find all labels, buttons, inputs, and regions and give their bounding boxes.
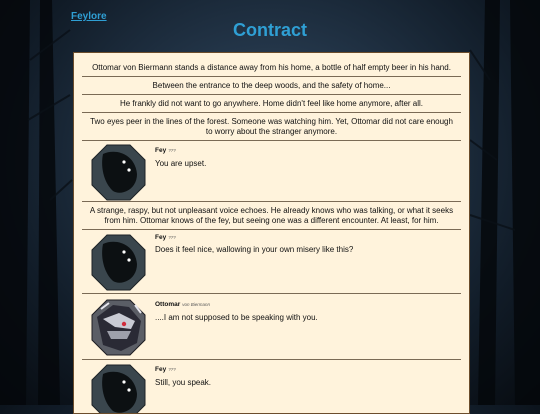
fey-avatar [91, 234, 146, 291]
speaker-name: Fey ??? [155, 366, 176, 373]
dialogue-text: ....I am not supposed to be speaking with you. [155, 313, 318, 322]
narration-text: A strange, raspy, but not unpleasant voice echoes. He already knows who was talking, or what it seeks from him. Ottomar knows of the fey, but seeing one was a different encounter. At least, for him. [82, 202, 461, 230]
site-home-link[interactable]: Feylore [71, 11, 107, 22]
speaker-subtitle: ??? [168, 367, 176, 372]
narration-text: Between the entrance to the deep woods, and the safety of home... [82, 77, 461, 95]
story-panel [73, 52, 470, 414]
speaker-name: Fey ??? [155, 147, 176, 154]
page-title: Contract [232, 20, 307, 40]
speaker-subtitle: ??? [168, 235, 176, 240]
narration-text: Ottomar von Biermann stands a distance away from his home, a bottle of half empty beer in his hand. [82, 53, 461, 77]
dialogue-entry [82, 141, 461, 202]
fey-avatar [91, 144, 146, 201]
speaker-subtitle: ??? [168, 148, 176, 153]
narration-text: He frankly did not want to go anywhere. Home didn't feel like home anymore, after all. [82, 95, 461, 113]
dialogue-text: You are upset. [155, 159, 207, 168]
dialogue-entry [82, 294, 461, 360]
dialogue-text: Does it feel nice, wallowing in your own misery like this? [155, 245, 354, 254]
speaker-name: Fey ??? [155, 234, 176, 241]
dialogue-entry [82, 230, 461, 294]
fey-avatar [91, 364, 146, 414]
speaker-name: Ottomar von Biermann [155, 301, 211, 308]
speaker-subtitle: von Biermann [182, 302, 211, 307]
dialogue-entry [82, 360, 461, 414]
narration-text: Two eyes peer in the lines of the forest. Someone was watching him. Yet, Ottomar did not care enough to worry about the stranger anymore. [82, 113, 461, 141]
ottomar-avatar [91, 299, 146, 356]
dialogue-text: Still, you speak. [155, 378, 212, 387]
